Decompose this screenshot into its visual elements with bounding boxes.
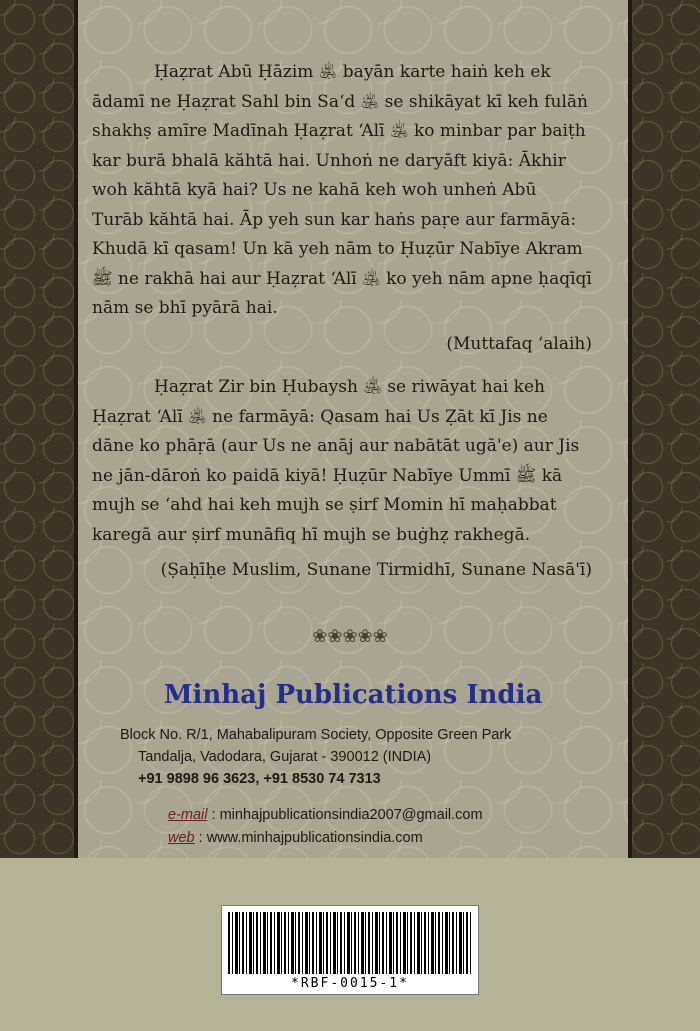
- ornament-divider: ❀❀❀❀❀: [312, 626, 388, 647]
- web-address[interactable]: www.minhajpublicationsindia.com: [206, 830, 423, 846]
- hadith-paragraph-1: Ḥaẓrat Abū Ḥāzim ﵁ bayān karte haiṅ keh ek ādamī ne Ḥaẓrat Sahl bin Sa‘d ﵁ se shikāyat kī keh fulāṅ shakhṣ amīre Madīnah Ḥaẓrat ‘Alī ﵁ ko minbar par baiṭh kar burā bhalā kăhtā hai. Unhoṅ ne daryāft kiyā: Ākhir woh kăhtā kyā hai? Us ne kahā keh woh unheṅ Abū Turāb kăhtā hai. Āp yeh sun kar haṅs paṛe aur farmāyā: Khudā kī qasam! Un kā yeh nām to Ḥuẓūr Nabīye Akram ﷺ ne rakhā hai aur Ḥaẓrat ‘Alī ﵁ ko yeh nām apne ḥaqīqī nām se bhī pyārā hai.: [92, 62, 592, 318]
- barcode-bars: [228, 912, 472, 974]
- barcode-label: *RBF-0015-1*: [291, 976, 409, 991]
- email-address[interactable]: minhajpublicationsindia2007@gmail.com: [219, 807, 483, 823]
- publisher-address: [120, 724, 590, 790]
- right-decorative-border: [628, 0, 700, 858]
- left-decorative-border: [0, 0, 78, 858]
- barcode: [221, 905, 479, 995]
- address-line-2: Tandalja, Vadodara, Gujarat - 390012 (INDIA): [138, 749, 432, 765]
- hadith-paragraph-2: Ḥaẓrat Zir bin Ḥubaysh ﵁ se riwāyat hai keh Ḥaẓrat ‘Alī ﵁ ne farmāyā: Qasam hai Us Ẓāt kī Jis ne dāne ko phāṛā (aur Us ne anāj aur nabātāt ugā'e) aur Jis ne jān-dāroṅ ko paidā kiyā! Ḥuẓūr Nabīye Ummī ﷺ kā mujh se ‘ahd hai keh mujh se ṣirf Momin hī maḥabbat karegā aur ṣirf munāfiq hī mujh se buġhẓ rakhegā.: [92, 377, 580, 545]
- phone-numbers: +91 9898 96 3623, +91 8530 74 7313: [138, 771, 381, 787]
- publisher-name: Minhaj Publications India: [163, 680, 543, 710]
- publisher-contact: [168, 804, 598, 850]
- email-label: e-mail: [168, 807, 208, 823]
- hadith-reference-2: (Ṣaḥīḥe Muslim, Sunane Tirmidhī, Sunane Nasā'ī): [160, 560, 592, 580]
- web-row: web : www.minhajpublicationsindia.com: [168, 830, 423, 846]
- hadith-text-block: [92, 58, 592, 586]
- hadith-reference-1: (Muttafaq ‘alaih): [446, 333, 592, 354]
- web-label: web: [168, 830, 195, 846]
- address-line-1: Block No. R/1, Mahabalipuram Society, Opposite Green Park: [120, 727, 512, 743]
- email-row: e-mail : minhajpublicationsindia2007@gmail.com: [168, 807, 483, 823]
